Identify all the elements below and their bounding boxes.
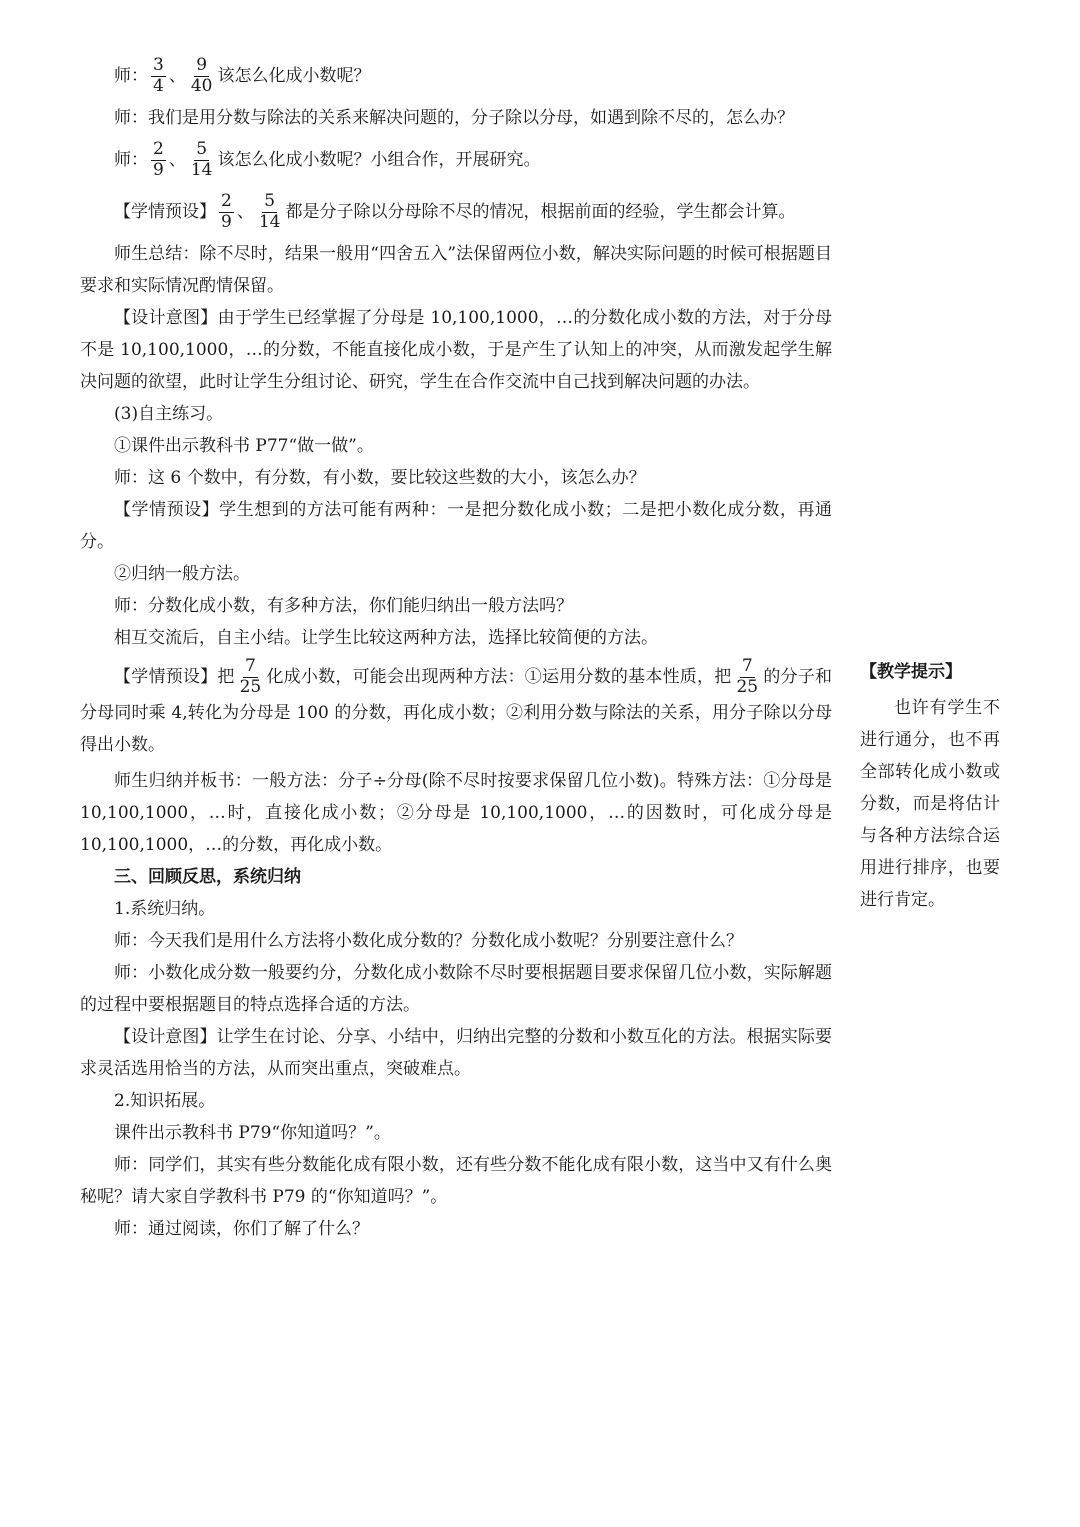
paragraph: (3)自主练习。 bbox=[114, 404, 224, 424]
teaching-tip-sidebar bbox=[860, 656, 1000, 916]
paragraph: ①课件出示教科书 P77“做一做”。 bbox=[114, 436, 374, 456]
paragraph: 【设计意图】由于学生已经掌握了分母是 10,100,1000，…的分数化成小数的方法，对于分母不是 10,100,1000，…的分数，不能直接化成小数，于是产生了认知上的冲突，从而激发起学生解决问题的欲望，此时让学生分组讨论、研究，学生在合作交流中自己找到解决问题的办法。 bbox=[80, 308, 832, 392]
fraction-numerator: 5 bbox=[264, 191, 276, 212]
paragraph: 师：今天我们是用什么方法将小数化成分数的？分数化成小数呢？分别要注意什么？ bbox=[114, 930, 743, 951]
paragraph-prefix: 师： bbox=[114, 66, 148, 86]
fraction-paragraph bbox=[80, 134, 832, 186]
separator: 、 bbox=[236, 202, 254, 222]
fraction-paragraph bbox=[80, 654, 832, 765]
paragraph: 【学情预设】学生想到的方法可能有两种：一是把分数化成小数；二是把小数化成分数，再通分。 bbox=[80, 500, 832, 552]
paragraph: 2.知识拓展。 bbox=[114, 1090, 216, 1111]
separator: 、 bbox=[168, 150, 186, 170]
fraction bbox=[734, 658, 760, 697]
paragraph: 相互交流后，自主小结。让学生比较这两种方法，选择比较简便的方法。 bbox=[114, 628, 658, 648]
paragraph: 【设计意图】让学生在讨论、分享、小结中，归纳出完整的分数和小数互化的方法。根据实际要求灵活选用恰当的方法，从而突出重点，突破难点。 bbox=[80, 1026, 832, 1079]
paragraph-suffix: 该怎么化成小数呢？ bbox=[217, 66, 371, 86]
paragraph: 师：通过阅读，你们了解了什么？ bbox=[114, 1218, 369, 1239]
paragraph: 师：小数化成分数一般要约分，分数化成小数除不尽时要根据题目要求保留几位小数，实际解题的过程中要根据题目的特点选择合适的方法。 bbox=[80, 962, 832, 1015]
paragraph: 课件出示教科书 P79“你知道吗？”。 bbox=[114, 1122, 391, 1143]
main-text-column bbox=[80, 50, 832, 1245]
fraction-numerator: 3 bbox=[153, 55, 164, 76]
fraction-numerator: 7 bbox=[741, 656, 753, 676]
fraction-numerator: 9 bbox=[196, 55, 208, 76]
fraction-paragraph bbox=[80, 50, 832, 102]
fraction-denominator: 9 bbox=[153, 160, 164, 180]
fraction-numerator: 7 bbox=[244, 656, 256, 676]
fraction bbox=[189, 57, 215, 96]
fraction bbox=[257, 193, 283, 232]
paragraph-middle: 化成小数，可能会出现两种方法：①运用分数的基本性质，把 bbox=[266, 666, 732, 687]
paragraph-prefix: 师： bbox=[114, 150, 148, 170]
fraction-numerator: 2 bbox=[153, 139, 164, 160]
paragraph-suffix: 都是分子除以分母除不尽的情况，根据前面的经验，学生都会计算。 bbox=[285, 202, 796, 222]
paragraph: 师生总结：除不尽时，结果一般用“四舍五入”法保留两位小数，解决实际问题的时候可根据题目要求和实际情况酌情保留。 bbox=[80, 244, 832, 296]
fraction bbox=[151, 57, 166, 96]
fraction-denominator: 40 bbox=[190, 76, 213, 96]
fraction-denominator: 9 bbox=[221, 212, 232, 232]
teaching-tip-heading: 【教学提示】 bbox=[860, 662, 962, 682]
paragraph: 师：我们是用分数与除法的关系来解决问题的，分子除以分母，如遇到除不尽的，怎么办？ bbox=[114, 108, 794, 128]
fraction-numerator: 2 bbox=[221, 191, 232, 212]
fraction-denominator: 14 bbox=[258, 212, 281, 232]
separator: 、 bbox=[168, 66, 186, 86]
paragraph-suffix: 该怎么化成小数呢？小组合作，开展研究。 bbox=[217, 150, 541, 170]
paragraph-prefix: 【学情预设】 bbox=[114, 202, 216, 222]
paragraph: 师：分数化成小数，有多种方法，你们能归纳出一般方法吗？ bbox=[114, 596, 573, 616]
paragraph-prefix: 【学情预设】把 bbox=[114, 666, 235, 687]
teaching-tip-text: 也许有学生不进行通分，也不再全部转化成小数或分数，而是将估计与各种方法综合运用进行排序，也要进行肯定。 bbox=[860, 698, 1000, 910]
paragraph: ②归纳一般方法。 bbox=[114, 564, 250, 584]
fraction-denominator: 14 bbox=[190, 160, 213, 180]
fraction-denominator: 25 bbox=[736, 676, 759, 697]
fraction bbox=[189, 141, 215, 180]
paragraph: 师生归纳并板书：一般方法：分子÷分母(除不尽时按要求保留几位小数)。特殊方法：①分母是 10,100,1000，…时，直接化成小数；②分母是 10,100,1000，…的因数时，可化成分母是 10,100,1000，…的分数，再化成小数。 bbox=[80, 770, 832, 855]
fraction-denominator: 25 bbox=[239, 676, 262, 697]
fraction-paragraph bbox=[80, 186, 832, 238]
fraction bbox=[151, 141, 166, 180]
paragraph-suffix: 的分子和分母同时乘 4,转化为分母是 100 的分数，再化成小数；②利用分数与除法的关系，用分子除以分母得出小数。 bbox=[80, 666, 833, 755]
fraction-numerator: 5 bbox=[196, 139, 208, 160]
paragraph: 师：这 6 个数中，有分数，有小数，要比较这些数的大小，该怎么办？ bbox=[114, 468, 646, 488]
fraction bbox=[238, 658, 264, 697]
fraction bbox=[219, 193, 234, 232]
section-heading: 三、回顾反思，系统归纳 bbox=[114, 866, 301, 887]
fraction-denominator: 4 bbox=[153, 76, 164, 96]
paragraph: 1.系统归纳。 bbox=[114, 898, 216, 919]
paragraph: 师：同学们，其实有些分数能化成有限小数，还有些分数不能化成有限小数，这当中又有什么奥秘呢？请大家自学教科书 P79 的“你知道吗？”。 bbox=[80, 1154, 832, 1207]
